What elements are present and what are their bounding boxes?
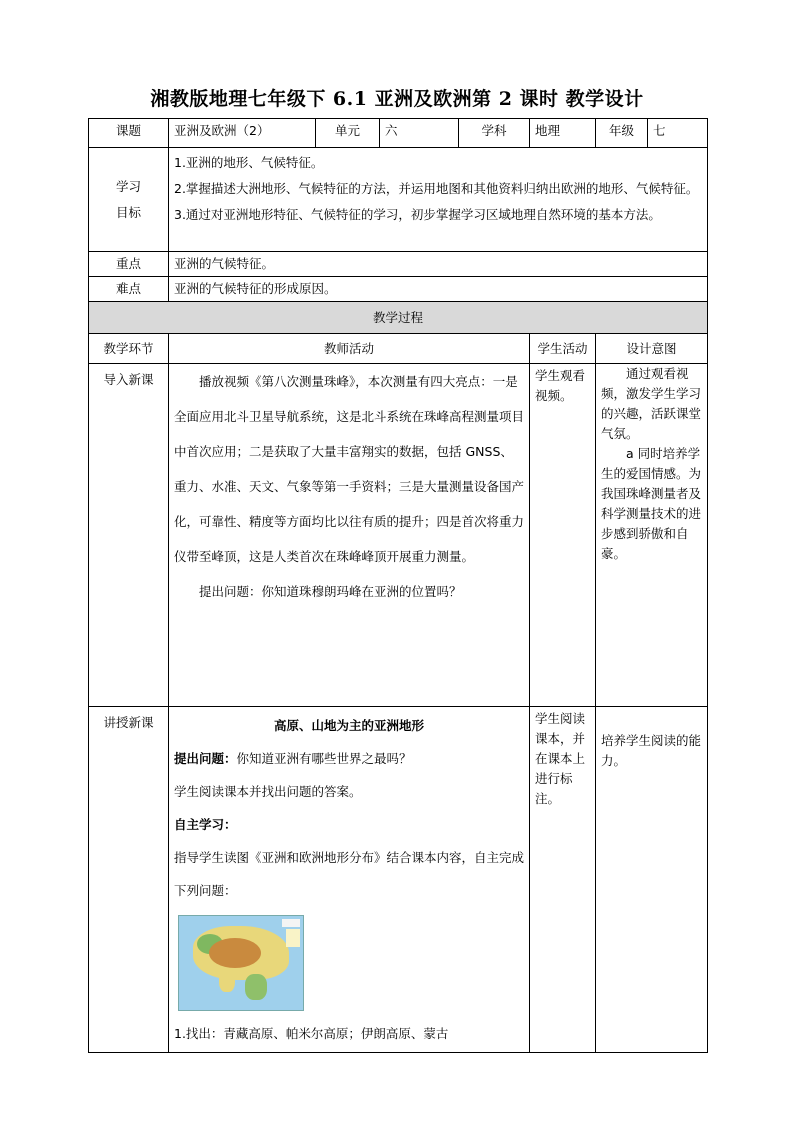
asia-europe-terrain-map-image — [178, 915, 304, 1011]
lecture-student: 学生阅读课本，并在课本上进行标注。 — [530, 707, 596, 1053]
intro-student: 学生观看视频。 — [530, 364, 596, 707]
lesson-plan-table — [88, 118, 708, 1053]
subject-value: 地理 — [530, 119, 596, 148]
col-stage-header: 教学环节 — [89, 334, 169, 364]
unit-label: 单元 — [316, 119, 380, 148]
col-design-header: 设计意图 — [596, 334, 708, 364]
col-student-header: 学生活动 — [530, 334, 596, 364]
unit-value: 六 — [380, 119, 459, 148]
objectives-row — [89, 148, 708, 252]
difficulty-row — [89, 277, 708, 302]
grade-value: 七 — [648, 119, 708, 148]
lecture-line: 指导学生读图《亚洲和欧洲地形分布》结合课本内容，自主完成下列问题： — [174, 850, 525, 898]
intro-design-para1: 通过观看视频，激发学生学习的兴趣，活跃课堂气氛。 — [601, 366, 702, 441]
key-point-row — [89, 252, 708, 277]
key-point-value: 亚洲的气候特征。 — [169, 252, 708, 277]
page-title: 湘教版地理七年级下 6.1 亚洲及欧洲第 2 课时 教学设计 — [150, 88, 644, 110]
difficulty-value: 亚洲的气候特征的形成原因。 — [169, 277, 708, 302]
course-value: 亚洲及欧洲（2） — [169, 119, 316, 148]
intro-row — [89, 364, 708, 707]
intro-design-para2: a 同时培养学生的爱国情感。为我国珠峰测量者及科学测量技术的进步感到骄傲和自豪。 — [601, 446, 702, 561]
lecture-self-study — [174, 808, 524, 841]
lecture-question-label: 提出问题： — [174, 751, 237, 766]
objectives-content — [169, 148, 708, 252]
objective-item: 3.通过对亚洲地形特征、气候特征的学习，初步掌握学习区域地理自然环境的基本方法。 — [174, 207, 661, 222]
key-point-label: 重点 — [89, 252, 169, 277]
lecture-design: 培养学生阅读的能力。 — [596, 707, 708, 1053]
lecture-line: 1.找出：青藏高原、帕米尔高原；伊朗高原、蒙古 — [174, 1026, 449, 1041]
col-teacher-header: 教师活动 — [169, 334, 530, 364]
intro-stage: 导入新课 — [89, 364, 169, 707]
course-label: 课题 — [89, 119, 169, 148]
intro-teacher — [169, 364, 530, 707]
lecture-line: 学生阅读课本并找出问题的答案。 — [174, 784, 362, 799]
difficulty-label: 难点 — [89, 277, 169, 302]
lecture-stage: 讲授新课 — [89, 707, 169, 1053]
process-header-row — [89, 302, 708, 334]
lecture-question-text: 你知道亚洲有哪些世界之最吗？ — [236, 751, 412, 766]
lecture-row — [89, 707, 708, 1053]
subject-label: 学科 — [459, 119, 530, 148]
process-header: 教学过程 — [89, 302, 708, 334]
objectives-label — [89, 148, 169, 252]
column-header-row — [89, 334, 708, 364]
objective-item: 1.亚洲的地形、气候特征。 — [174, 155, 324, 170]
lecture-section-title: 高原、山地为主的亚洲地形 — [273, 718, 424, 733]
lecture-teacher — [169, 707, 530, 1053]
intro-teacher-para: 播放视频《第八次测量珠峰》，本次测量有四大亮点：一是全面应用北斗卫星导航系统，这是北斗系统在珠峰高程测量项目中首次应用；二是获取了大量丰富翔实的数据，包括 GNSS、重力、水准、天文、气象等第一手资料；三是大量测量设备国产化，可靠性、精度等方面均比以往有质的提升；四是首次将重力仪带至峰顶，这是人类首次在珠峰峰顶开展重力测量。 — [174, 374, 525, 564]
header-row — [89, 119, 708, 148]
lecture-self-study-label: 自主学习： — [174, 817, 237, 832]
lecture-question — [174, 742, 524, 775]
grade-label: 年级 — [596, 119, 648, 148]
intro-teacher-question: 提出问题：你知道珠穆朗玛峰在亚洲的位置吗？ — [199, 584, 462, 599]
objective-item: 2.掌握描述大洲地形、气候特征的方法，并运用地图和其他资料归纳出欧洲的地形、气候特征。 — [174, 181, 699, 196]
intro-design — [596, 364, 708, 707]
objectives-label-text: 学习目标 — [115, 178, 141, 220]
